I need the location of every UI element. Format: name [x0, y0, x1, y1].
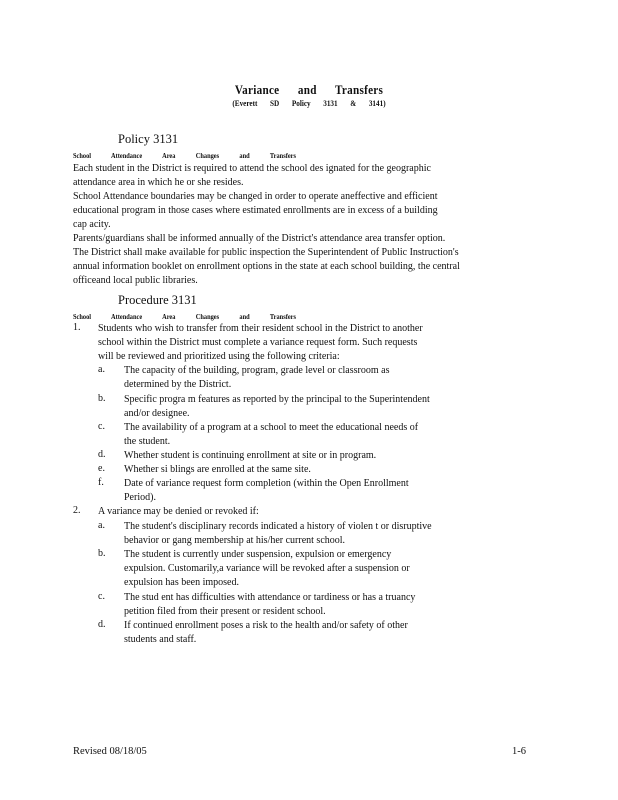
- policy-line: attendance area in which he or she resides.: [73, 177, 244, 188]
- policy-line: cap acity.: [73, 219, 111, 230]
- sub-line: students and staff.: [124, 634, 197, 645]
- sub-letter: f.: [98, 477, 104, 488]
- sub-line: Date of variance request form completion (within the Open Enrollment: [124, 478, 409, 489]
- sub-letter: c.: [98, 591, 105, 602]
- item-line: Students who wish to transfer from their resident school in the District to another: [98, 323, 423, 334]
- item-line: will be reviewed and prioritized using the following criteria:: [98, 351, 340, 362]
- sub-line: determined by the District.: [124, 379, 232, 390]
- sub-letter: d.: [98, 449, 106, 460]
- page-title: Variance and Transfers: [234, 82, 384, 97]
- sub-letter: b.: [98, 548, 106, 559]
- policy-line: educational program in those cases where estimated enrollments are in excess of a building: [73, 205, 438, 216]
- sub-line: and/or designee.: [124, 408, 190, 419]
- revised-date: Revised 08/18/05: [73, 746, 147, 757]
- sub-item-text: [124, 591, 415, 619]
- policy-line: Each student in the District is required to attend the school des ignated for the geographic: [73, 163, 431, 174]
- procedure-heading: Procedure 3131: [118, 293, 197, 307]
- item-number: 1.: [73, 322, 81, 333]
- sub-line: If continued enrollment poses a risk to the health and/or safety of other: [124, 620, 408, 631]
- item-line: A variance may be denied or revoked if:: [98, 506, 259, 517]
- sub-item-text: [124, 393, 430, 421]
- policy-text: [73, 162, 543, 288]
- sub-letter: e.: [98, 463, 105, 474]
- item-2-text: [98, 505, 259, 519]
- sub-letter: b.: [98, 393, 106, 404]
- policy-line: School Attendance boundaries may be changed in order to operate aneffective and efficient: [73, 191, 438, 202]
- item-line: school within the District must complete a variance request form. Such requests: [98, 337, 418, 348]
- sub-item-text: [124, 421, 418, 449]
- sub-letter: a.: [98, 364, 105, 375]
- sub-line: Specific progra m features as reported by the principal to the Superintendent: [124, 394, 430, 405]
- sub-line: behavior or gang membership at his/her current school.: [124, 535, 346, 546]
- policy-subheading: School Attendance Area Changes and Transfers: [73, 151, 296, 160]
- sub-item-text: [124, 619, 408, 647]
- policy-line: Parents/guardians shall be informed annually of the District's attendance area transfer option.: [73, 233, 446, 244]
- policy-line: The District shall make available for public inspection the Superintendent of Public Instruction's: [73, 247, 459, 258]
- sub-item-text: [124, 449, 376, 463]
- sub-item-text: [124, 477, 409, 505]
- page-number: 1-6: [512, 746, 526, 757]
- sub-line: expulsion. Customarily,a variance will be revoked after a suspension or: [124, 563, 410, 574]
- item-1-text: [98, 322, 423, 364]
- sub-line: Period).: [124, 492, 156, 503]
- sub-item-text: [124, 463, 311, 477]
- policy-heading: Policy 3131: [118, 132, 179, 146]
- sub-line: The student is currently under suspension, expulsion or emergency: [124, 549, 392, 560]
- sub-item-text: [124, 520, 432, 548]
- sub-letter: c.: [98, 421, 105, 432]
- sub-letter: a.: [98, 520, 105, 531]
- sub-line: The capacity of the building, program, grade level or classroom as: [124, 365, 390, 376]
- sub-line: petition filed from their present or resident school.: [124, 606, 326, 617]
- sub-line: The availability of a program at a school to meet the educational needs of: [124, 422, 419, 433]
- sub-line: Whether student is continuing enrollment at site or in program.: [124, 450, 377, 461]
- sub-line: Whether si blings are enrolled at the same site.: [124, 464, 311, 475]
- policy-line: annual information booklet on enrollment options in the state at each school building, the central: [73, 261, 460, 272]
- page-subtitle: (Everett SD Policy 3131 & 3141): [232, 99, 386, 108]
- sub-item-text: [124, 548, 410, 590]
- procedure-subheading: School Attendance Area Changes and Transfers: [73, 312, 296, 321]
- sub-item-text: [124, 364, 389, 392]
- item-number: 2.: [73, 505, 81, 516]
- sub-line: expulsion has been imposed.: [124, 577, 239, 588]
- sub-line: The student's disciplinary records indicated a history of violen t or disruptive: [124, 521, 432, 532]
- sub-line: The stud ent has difficulties with attendance or tardiness or has a truancy: [124, 592, 416, 603]
- sub-line: the student.: [124, 436, 171, 447]
- policy-line: officeand local public libraries.: [73, 275, 198, 286]
- sub-letter: d.: [98, 619, 106, 630]
